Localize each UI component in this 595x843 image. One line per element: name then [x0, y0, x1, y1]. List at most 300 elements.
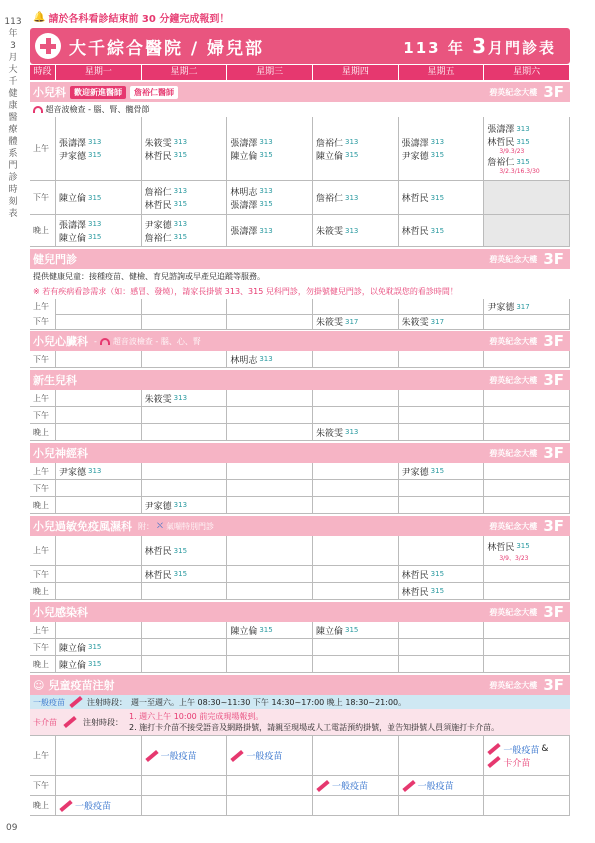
room-number: 313 [173, 220, 188, 228]
schedule-row-pm [30, 639, 570, 656]
doctor-name [487, 122, 566, 135]
vaccine-cell [56, 776, 142, 796]
section-title: 小兒心臟科 [33, 335, 88, 348]
inhaler-icon: ⛌ [157, 521, 163, 530]
doctor-name [145, 231, 224, 244]
vaccine-cell [313, 736, 399, 776]
vaccine-cell [142, 796, 228, 816]
syringe-icon [63, 716, 76, 728]
sidebar-char: 康 [8, 101, 18, 111]
location-floor: 3F [543, 444, 564, 462]
schedule-cell [484, 351, 570, 368]
room-number: 315 [173, 570, 188, 578]
vaccine-cell [227, 736, 313, 776]
schedule-cell [399, 536, 485, 566]
schedule-row-am [30, 536, 570, 566]
bcg-bar [30, 709, 570, 736]
slot-label: 上午 [30, 736, 56, 776]
section-title: 小兒神經科 [33, 447, 88, 460]
doctor: 詹裕仁 [487, 158, 515, 168]
location-name: 碧英紀念大樓 [489, 375, 538, 385]
schedule-row-am [30, 117, 570, 181]
sidebar-char: 時 [8, 185, 18, 195]
schedule-cell [484, 215, 570, 247]
schedule-cell [56, 117, 142, 181]
schedule-cell [142, 536, 228, 566]
schedule-cell [227, 463, 313, 480]
section-pediatrics [30, 82, 570, 102]
general-vaccine-label: 一般疫苗 [33, 697, 65, 707]
schedule-cell [227, 480, 313, 497]
doctor-name [145, 544, 224, 557]
slot-label: 下午 [30, 407, 56, 424]
schedule-cell [56, 463, 142, 480]
slot-label: 上午 [30, 536, 56, 566]
schedule-row-night [30, 424, 570, 441]
schedule-cell [227, 314, 313, 330]
schedule-cell [313, 463, 399, 480]
doctor-name [230, 149, 309, 162]
general-vaccine [316, 779, 395, 792]
doctor-name [230, 185, 309, 198]
room-number: 315 [259, 151, 273, 159]
schedule-cell [227, 424, 313, 441]
vaccine-text: 一般疫苗 [160, 752, 197, 762]
allergy-extra [138, 521, 214, 532]
sidebar-char: 表 [8, 209, 18, 219]
bell-icon: 🔔 [33, 12, 46, 23]
doctor-name [487, 135, 566, 148]
schedule-cell [484, 314, 570, 330]
schedule-cell [484, 566, 570, 583]
slot-label: 晚上 [30, 424, 56, 441]
room-number: 315 [173, 200, 188, 208]
schedule-table [30, 65, 570, 816]
schedule-cell [313, 181, 399, 215]
room-number: 313 [173, 187, 188, 195]
doctor: 林哲民 [487, 138, 515, 148]
vaccine-cell [227, 776, 313, 796]
section-location [489, 370, 564, 390]
schedule-cell [484, 639, 570, 656]
doctor-name [145, 499, 224, 512]
room-number: 315 [430, 587, 445, 595]
schedule-cell [399, 314, 485, 330]
slot-label: 上午 [30, 463, 56, 480]
schedule-row-night [30, 583, 570, 600]
day-header-5: 星期五 [399, 65, 485, 80]
doctor: 林哲民 [401, 227, 429, 237]
asthma-clinic: 氣喘特別門診 [165, 521, 214, 531]
schedule-cell [56, 215, 142, 247]
schedule-cell [227, 390, 313, 407]
room-number: 315 [430, 570, 445, 578]
doctor-name [316, 624, 395, 637]
schedule-cell [313, 497, 399, 514]
room-number: 313 [173, 138, 188, 146]
vaccine-row-night [30, 796, 570, 816]
doctor-name [316, 224, 395, 237]
schedule-cell [313, 424, 399, 441]
general-vaccine [145, 749, 224, 762]
doctor: 張濤澤 [401, 138, 429, 149]
cardio-service: 超音波檢查 - 腦、心、腎 [112, 336, 201, 346]
syringe-icon [488, 756, 501, 768]
room-number: 313 [173, 501, 188, 509]
doctor-name [59, 231, 138, 244]
bcg-time-label: 注射時段： [83, 717, 123, 727]
doctor: 尹家德 [59, 151, 87, 162]
doctor-name [145, 136, 224, 149]
day-header-3: 星期三 [227, 65, 313, 80]
day-header-1: 星期一 [56, 65, 142, 80]
room-number: 315 [88, 660, 102, 668]
room-number: 315 [259, 626, 273, 634]
section-title: 小兒感染科 [33, 606, 88, 619]
doctor-name [145, 392, 224, 405]
schedule-cell [313, 656, 399, 673]
schedule-cell [484, 407, 570, 424]
room-number: 313 [259, 355, 273, 363]
doctor: 張濤澤 [59, 220, 87, 231]
sidebar-char: 千 [8, 77, 18, 87]
room-number: 317 [345, 317, 359, 326]
schedule-row-pm [30, 480, 570, 497]
day-header-6: 星期六 [484, 65, 570, 80]
vaccine-cell [313, 796, 399, 816]
schedule-cell [484, 536, 570, 566]
doctor: 尹家德 [401, 467, 429, 478]
doctor: 張濤澤 [230, 200, 258, 211]
slot-label: 下午 [30, 480, 56, 497]
doctor: 朱筱雯 [401, 318, 429, 328]
doctor: 陳立倫 [59, 233, 87, 244]
schedule-cell [142, 639, 228, 656]
location-floor: 3F [543, 83, 564, 101]
room-number: 315 [88, 233, 102, 241]
room-number: 313 [345, 226, 359, 235]
doctor: 詹裕仁 [144, 187, 172, 198]
vaccine-text: 一般疫苗 [246, 752, 283, 762]
doctor: 張濤澤 [487, 125, 515, 135]
schedule-cell [313, 407, 399, 424]
location-floor: 3F [543, 676, 564, 694]
sidebar-char: 月 [8, 53, 18, 63]
slot-label: 下午 [30, 314, 56, 330]
general-vaccine [59, 799, 138, 812]
sidebar-char: 大 [8, 65, 18, 75]
schedule-cell [484, 117, 570, 181]
schedule-cell [56, 536, 142, 566]
day-header-4: 星期四 [313, 65, 399, 80]
slot-label: 晚上 [30, 497, 56, 514]
schedule-row-pm [30, 351, 570, 368]
allergy-extra-prefix: 附： [138, 521, 154, 531]
schedule-cell [399, 299, 485, 315]
doctor: 陳立倫 [59, 643, 87, 654]
location-floor: 3F [543, 517, 564, 535]
doctor: 張濤澤 [59, 138, 87, 149]
location-name: 碧英紀念大樓 [489, 87, 538, 97]
slot-label: 下午 [30, 566, 56, 583]
doctor: 林哲民 [401, 194, 429, 204]
sidebar-char: 3 [10, 41, 16, 51]
schedule-cell [313, 622, 399, 639]
syringe-icon [402, 779, 415, 791]
room-number: 313 [516, 124, 530, 133]
day-header-0: 時段 [30, 65, 56, 80]
schedule-row-pm [30, 407, 570, 424]
schedule-cell [56, 314, 142, 330]
schedule-cell [142, 622, 228, 639]
section-location [489, 443, 564, 463]
doctor-name [316, 315, 395, 328]
doctor-name [145, 568, 224, 581]
schedule-cell [313, 299, 399, 315]
room-number: 313 [259, 226, 273, 235]
sidebar-char: 健 [8, 89, 18, 99]
section-infect [30, 602, 570, 622]
doctor-name [145, 198, 224, 211]
schedule-cell [313, 639, 399, 656]
notice: 🔔 請於各科看診結束前 30 分鐘完成報到！ [33, 12, 230, 25]
vaccine-cell [313, 776, 399, 796]
bcg-vaccine [487, 756, 566, 769]
schedule-cell [227, 117, 313, 181]
room-number: 315 [430, 151, 445, 159]
slot-label: 上午 [30, 390, 56, 407]
doctor-name [316, 191, 395, 204]
room-number: 313 [345, 138, 359, 146]
section-cardio [30, 331, 570, 351]
section-title: 健兒門診 [33, 253, 77, 266]
schedule-cell [399, 639, 485, 656]
schedule-cell [56, 656, 142, 673]
schedule-cell [56, 390, 142, 407]
doctor-name [402, 465, 481, 478]
schedule-cell [227, 299, 313, 315]
schedule-cell [142, 463, 228, 480]
schedule-date-note: 3/9.3/23 [499, 148, 525, 155]
slot-label: 下午 [30, 351, 56, 368]
general-vaccine [230, 749, 309, 762]
doctor: 林哲民 [401, 587, 429, 598]
schedule-cell [484, 424, 570, 441]
time-text: 週一至週六。上午 08:30~11:30 下午 14:30~17:00 晚上 18:30~21:00。 [131, 697, 407, 707]
doctor-name [402, 224, 481, 237]
schedule-row-am [30, 390, 570, 407]
schedule-cell [142, 314, 228, 330]
section-location [489, 249, 564, 269]
schedule-cell [399, 480, 485, 497]
room-number: 313 [88, 138, 102, 146]
section-title: 新生兒科 [33, 374, 77, 387]
syringe-icon [59, 799, 72, 811]
room-number: 317 [430, 317, 445, 326]
schedule-cell [484, 656, 570, 673]
schedule-cell [399, 656, 485, 673]
schedule-date-note: 3/2.3/16.3/30 [499, 168, 540, 175]
doctor-name [230, 136, 309, 149]
vaccine-text: 一般疫苗 [417, 782, 454, 792]
day-header-row [30, 65, 570, 80]
schedule-title: 113 年 3月門診表 [403, 34, 556, 58]
doctor: 朱筱雯 [315, 318, 343, 328]
doctor: 張濤澤 [230, 138, 258, 149]
sidebar-char: 醫 [8, 113, 18, 123]
doctor-name [59, 149, 138, 162]
schedule-cell [56, 299, 142, 315]
section-neonatal [30, 370, 570, 390]
doctor: 林明志 [230, 355, 258, 366]
doctor-name [402, 136, 481, 149]
schedule-cell [313, 215, 399, 247]
slot-label: 下午 [30, 639, 56, 656]
room-number: 315 [88, 643, 102, 651]
schedule-cell [56, 622, 142, 639]
room-number: 315 [173, 233, 188, 241]
doctor-name [487, 155, 566, 168]
schedule-cell [399, 117, 485, 181]
doctor: 朱筱雯 [315, 227, 343, 237]
sidebar-vertical-title [3, 16, 23, 220]
day-header-2: 星期二 [142, 65, 228, 80]
and-text: & [541, 744, 549, 754]
room-number: 313 [88, 467, 102, 475]
schedule-cell [399, 566, 485, 583]
schedule-row-night [30, 656, 570, 673]
doctor: 林哲民 [144, 547, 172, 557]
schedule-cell [142, 299, 228, 315]
schedule-cell [142, 390, 228, 407]
location-floor: 3F [543, 332, 564, 350]
doctor: 詹裕仁 [144, 233, 172, 244]
schedule-cell [227, 622, 313, 639]
vaccine-cell [227, 796, 313, 816]
schedule-cell [313, 480, 399, 497]
schedule-cell [56, 497, 142, 514]
location-name: 碧英紀念大樓 [489, 607, 538, 617]
doctor-name [230, 224, 309, 237]
schedule-cell [484, 497, 570, 514]
schedule-cell [399, 215, 485, 247]
schedule-cell [56, 583, 142, 600]
schedule-cell [142, 407, 228, 424]
doctor-name [230, 198, 309, 211]
schedule-cell [399, 424, 485, 441]
vaccine-cell [484, 736, 570, 776]
schedule-cell [227, 407, 313, 424]
vaccine-cell [484, 796, 570, 816]
schedule-cell [227, 215, 313, 247]
room-number: 315 [516, 157, 530, 166]
page-number: 09 [6, 823, 18, 833]
room-number: 313 [345, 428, 359, 436]
doctor-name [402, 149, 481, 162]
schedule-cell [399, 463, 485, 480]
header-banner [30, 28, 570, 64]
schedule-cell [142, 181, 228, 215]
syringe-icon [231, 749, 244, 761]
vaccine-cell [399, 736, 485, 776]
slot-label: 上午 [30, 117, 56, 181]
vaccine-text: 一般疫苗 [75, 802, 112, 812]
schedule-cell [142, 215, 228, 247]
doctor-name [145, 149, 224, 162]
schedule-row-am [30, 299, 570, 314]
section-location [489, 516, 564, 536]
schedule-cell [313, 117, 399, 181]
room-number: 313 [88, 220, 102, 228]
location-name: 碧英紀念大樓 [489, 336, 538, 346]
doctor-name [59, 658, 138, 671]
doctor-name [487, 540, 566, 553]
bcg-notes [129, 711, 499, 733]
doctor: 張濤澤 [230, 227, 258, 237]
room-number: 315 [516, 542, 530, 550]
schedule-cell [484, 622, 570, 639]
schedule-cell [142, 656, 228, 673]
room-number: 313 [259, 138, 273, 146]
slot-label: 晚上 [30, 583, 56, 600]
room-number: 315 [516, 137, 530, 146]
doctor-name [59, 136, 138, 149]
schedule-cell [142, 117, 228, 181]
schedule-cell [227, 583, 313, 600]
schedule-cell [56, 566, 142, 583]
room-number: 315 [430, 226, 445, 235]
slot-label: 晚上 [30, 656, 56, 673]
sidebar-char: 113 [4, 17, 22, 27]
room-number: 315 [173, 546, 188, 555]
doctor: 朱筱雯 [315, 428, 343, 439]
slot-label: 上午 [30, 622, 56, 639]
vaccine-row-pm [30, 776, 570, 796]
section-neuro [30, 443, 570, 463]
cardio-extra: - 超音波檢查 - 腦、心、腎 [94, 336, 201, 346]
vaccine-row-am [30, 736, 570, 776]
doctor-name [59, 191, 138, 204]
schedule-row-pm [30, 314, 570, 329]
vaccine-cell [142, 776, 228, 796]
schedule-cell [227, 536, 313, 566]
schedule-cell [56, 407, 142, 424]
syringe-icon [316, 779, 329, 791]
section-title: 小兒科 [33, 86, 66, 99]
bcg-label: 卡介苗 [33, 717, 57, 727]
ultrasound-service [30, 102, 570, 117]
doctor: 尹家德 [59, 467, 87, 478]
general-vaccine [402, 779, 481, 792]
schedule-cell [484, 299, 570, 315]
doctor-name [402, 585, 481, 598]
schedule-cell [142, 351, 228, 368]
doctor: 林哲民 [487, 542, 515, 553]
sidebar-char: 年 [8, 29, 18, 39]
location-floor: 3F [543, 250, 564, 268]
wifi-icon [100, 338, 110, 345]
doctor-name [402, 315, 481, 328]
schedule-row-am [30, 622, 570, 639]
sidebar-char: 系 [8, 149, 18, 159]
vaccine-cell [56, 736, 142, 776]
doctor-name [230, 624, 309, 637]
schedule-row-night [30, 497, 570, 514]
section-location [489, 82, 564, 102]
doctor: 陳立倫 [59, 660, 87, 671]
doctor: 林哲民 [144, 151, 172, 162]
doctor: 陳立倫 [59, 194, 87, 204]
